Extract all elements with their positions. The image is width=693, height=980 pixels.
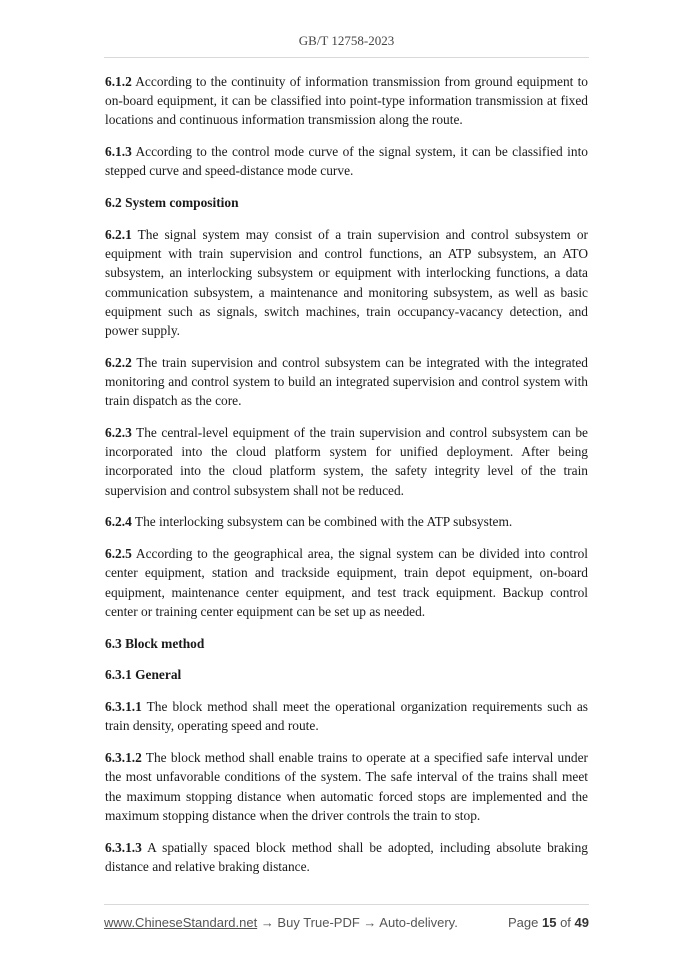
promo-text: → Buy True-PDF → Auto-delivery.	[257, 915, 458, 930]
clause-text: According to the continuity of information transmission from ground equipment to on-board equipment, it can be classified into point-type information transmission at fixed locations and continuous information transmission along the route.	[105, 74, 588, 128]
clause-number: 6.1.2	[105, 74, 132, 89]
footer-promo	[104, 915, 458, 930]
clause-text: According to the control mode curve of the signal system, it can be classified into stepped curve and speed-distance mode curve.	[105, 144, 588, 179]
clause-6-2-4	[105, 512, 588, 531]
clause-6-3-1-1	[105, 697, 588, 735]
current-page: 15	[541, 915, 557, 930]
clause-6-2-2	[105, 353, 588, 411]
section-heading-6-3-1: 6.3.1 General	[105, 667, 182, 683]
footer-divider	[104, 904, 589, 905]
clause-6-1-2	[105, 72, 588, 130]
total-pages: 49	[574, 915, 589, 930]
page-indicator	[508, 915, 589, 930]
clause-6-2-1	[105, 225, 588, 340]
document-body	[105, 72, 588, 889]
clause-6-2-5	[105, 544, 588, 621]
document-id: GB/T 12758-2023	[298, 33, 395, 48]
clause-6-3-1-3	[105, 838, 588, 876]
document-header	[0, 33, 693, 49]
clause-number: 6.3.1.3	[105, 839, 142, 855]
clause-number: 6.1.3	[105, 144, 132, 160]
clause-number: 6.2.5	[105, 546, 132, 562]
of-label: of	[560, 915, 571, 930]
section-heading-6-2: 6.2 System composition	[105, 195, 239, 211]
section-heading-6-3: 6.3 Block method	[105, 635, 205, 651]
page-label: Page	[507, 915, 539, 930]
clause-text: The signal system may consist of a train supervision and control subsystem or equipment with train supervision and control functions, an ATP subsystem, an ATO subsystem, an interlocking subsystem or equipment with interlocking functions, a data communication subsystem, a maintenance and monitoring subsystem, as well as basic equipment such as signals, switch machines, train occupancy-vacancy detection, and power supply.	[105, 227, 588, 339]
header-divider	[104, 57, 589, 58]
clause-text: The interlocking subsystem can be combined with the ATP subsystem.	[131, 514, 513, 530]
clause-6-3-1-2	[105, 748, 588, 825]
clause-text: The block method shall meet the operational organization requirements such as train density, operating speed and route.	[105, 699, 588, 734]
clause-text: According to the geographical area, the signal system can be divided into control center equipment, station and trackside equipment, train depot equipment, on-board equipment, maintenance center equipment, and test track equipment. Backup control center or training center equipment can be set up as needed.	[105, 546, 588, 619]
clause-number: 6.2.2	[105, 354, 132, 370]
clause-number: 6.2.4	[105, 514, 132, 530]
clause-text: The train supervision and control subsystem can be integrated with the integrated monitoring and control system to build an integrated supervision and control system with train dispatch as the core.	[105, 354, 588, 409]
clause-6-2-3	[105, 423, 588, 500]
clause-6-1-3	[105, 142, 588, 180]
clause-number: 6.3.1.2	[105, 750, 142, 766]
clause-text: The block method shall enable trains to operate at a specified safe interval under the most unfavorable conditions of the system. The safe interval of the trains shall meet the maximum stopping distance when automatic forced stops are implemented and the maximum stopping distance when the driver controls the train to stop.	[105, 750, 588, 823]
clause-number: 6.2.3	[105, 425, 132, 441]
site-link[interactable]: www.ChineseStandard.net	[104, 915, 258, 930]
clause-number: 6.2.1	[105, 227, 132, 242]
page-footer	[104, 915, 589, 933]
clause-number: 6.3.1.1	[105, 699, 142, 715]
clause-text: The central-level equipment of the train supervision and control subsystem can be incorporated into the cloud platform system for unified deployment. After being incorporated into the cloud platform system, the safety integrity level of the train supervision and control subsystem shall not be reduced.	[105, 425, 588, 498]
clause-text: A spatially spaced block method shall be adopted, including absolute braking distance and relative braking distance.	[105, 839, 588, 874]
